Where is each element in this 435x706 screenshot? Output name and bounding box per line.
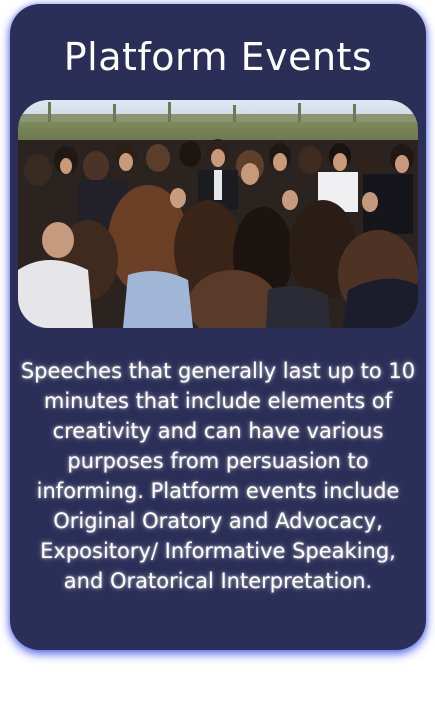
team-photo xyxy=(18,100,418,328)
card-description: Speeches that generally last up to 10 minutes that include elements of creativity and can have various purposes from persuasion to informing. Platform events include Original Oratory and Advocacy, Expository/ Informative Speaking, and Oratorical Interpretation. xyxy=(20,359,416,593)
card-title: Platform Events xyxy=(63,35,373,79)
platform-events-card xyxy=(10,4,426,650)
crowd-photo-illustration xyxy=(18,100,418,328)
